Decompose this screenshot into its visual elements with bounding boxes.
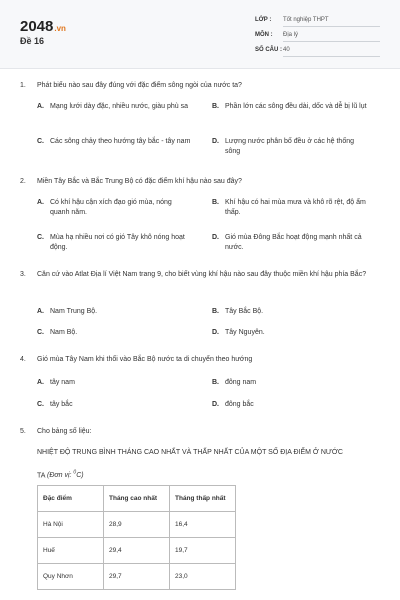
exam-title: Đề 16 [20, 36, 45, 46]
table-row [38, 538, 236, 564]
table-row [38, 564, 236, 590]
table-header-cell: Tháng thấp nhất [170, 486, 236, 512]
meta-divider [283, 56, 380, 57]
option-letter: D. [212, 401, 219, 408]
option-letter: A. [37, 103, 44, 110]
meta-value: Tốt nghiệp THPT [283, 17, 329, 23]
question-number: 5. [20, 428, 26, 435]
table-unit [47, 472, 84, 479]
table-cell: 29,7 [104, 564, 170, 590]
table-cell: 28,9 [104, 512, 170, 538]
table-header-row [38, 486, 236, 512]
question-stem: Miền Tây Bắc và Bắc Trung Bộ có đặc điểm khí hậu nào sau đây? [37, 178, 242, 185]
table-cell: Quy Nhơn [38, 564, 104, 590]
option-text: Có khí hậu cận xích đạo gió mùa, nóng quanh năm. [50, 199, 172, 216]
table-cell: Hà Nội [38, 512, 104, 538]
meta-label: LỚP : [255, 17, 272, 23]
question-stem: Căn cứ vào Atlat Địa lí Việt Nam trang 9, cho biết vùng khí hậu nào sau đây thuộc miền khí hậu phía Bắc? [37, 271, 367, 278]
option-letter: C. [37, 234, 44, 241]
option-text: Nam Bộ. [50, 329, 78, 336]
option-letter: D. [212, 234, 219, 241]
meta-label: MÔN : [255, 32, 273, 38]
meta-value: Địa lý [283, 32, 299, 38]
table-header-cell: Tháng cao nhất [104, 486, 170, 512]
unit-text: (Đơn vị: [47, 472, 74, 480]
table-cell: 29,4 [104, 538, 170, 564]
option-text: Khí hậu có hai mùa mưa và khô rõ rệt, độ ẩm thấp. [225, 199, 366, 216]
meta-divider [283, 41, 380, 42]
unit-end: C) [76, 472, 84, 480]
option-text: đông nam [225, 379, 257, 386]
question-number: 1. [20, 82, 26, 89]
question-number: 4. [20, 356, 26, 363]
degree-superscript: 0 [73, 470, 77, 476]
table-cell: Huế [38, 538, 104, 564]
site-logo[interactable] [20, 18, 66, 35]
table-caption-2 [37, 468, 367, 481]
option-letter: B. [212, 308, 219, 315]
option-letter: B. [212, 199, 219, 206]
logo-text: 2048 [20, 18, 54, 35]
option-letter: C. [37, 138, 44, 145]
option-text: Phần lớn các sông đều dài, dốc và dễ bị lũ lụt [225, 103, 367, 110]
option-letter: D. [212, 329, 219, 336]
option-text: đông bắc [225, 401, 254, 408]
table-cell: 23,0 [170, 564, 236, 590]
meta-label: SỐ CÂU : [255, 47, 282, 53]
option-letter: A. [37, 308, 44, 315]
option-text: tây nam [50, 379, 75, 386]
table-caption-line1: NHIỆT ĐỘ TRUNG BÌNH THÁNG CAO NHẤT VÀ THẤP NHẤT CỦA MỘT SỐ ĐỊA ĐIỂM Ở NƯỚC [37, 449, 343, 456]
page-header [0, 0, 400, 69]
option-letter: B. [212, 103, 219, 110]
option-text: Nam Trung Bộ. [50, 308, 98, 315]
option-letter: D. [212, 138, 219, 145]
option-letter: C. [37, 329, 44, 336]
question-number: 3. [20, 271, 26, 278]
table-cell: 19,7 [170, 538, 236, 564]
option-letter: B. [212, 379, 219, 386]
question-stem: Phát biểu nào sau đây đúng với đặc điểm sông ngòi của nước ta? [37, 82, 242, 89]
meta-divider [283, 26, 380, 27]
option-text: Mạng lưới dày đặc, nhiều nước, giàu phù sa [50, 103, 189, 110]
option-text: Các sông chảy theo hướng tây bắc - tây nam [50, 138, 191, 145]
data-table [37, 485, 236, 590]
meta-value: 40 [283, 47, 290, 53]
option-text: tây bắc [50, 401, 73, 408]
option-text: Lượng nước phân bố đều ở các hệ thống sông [225, 138, 355, 155]
table-row [38, 512, 236, 538]
option-text: Gió mùa Đông Bắc hoạt động mạnh nhất cả nước. [225, 234, 362, 251]
table-header-cell: Đặc điểm [38, 486, 104, 512]
table-caption-line2: TA [37, 472, 46, 480]
table-caption [37, 447, 367, 458]
question-stem: Cho bảng số liệu: [37, 428, 92, 435]
question-stem: Gió mùa Tây Nam khi thổi vào Bắc Bộ nước ta di chuyển theo hướng [37, 356, 253, 363]
option-text: Tây Bắc Bộ. [225, 308, 264, 315]
option-text: Tây Nguyên. [225, 329, 265, 336]
question-number: 2. [20, 178, 26, 185]
option-letter: C. [37, 401, 44, 408]
logo-suffix: .vn [54, 24, 66, 33]
option-letter: A. [37, 379, 44, 386]
table-cell: 16,4 [170, 512, 236, 538]
option-letter: A. [37, 199, 44, 206]
option-text: Mùa hạ nhiều nơi có gió Tây khô nóng hoạt động. [50, 234, 185, 251]
